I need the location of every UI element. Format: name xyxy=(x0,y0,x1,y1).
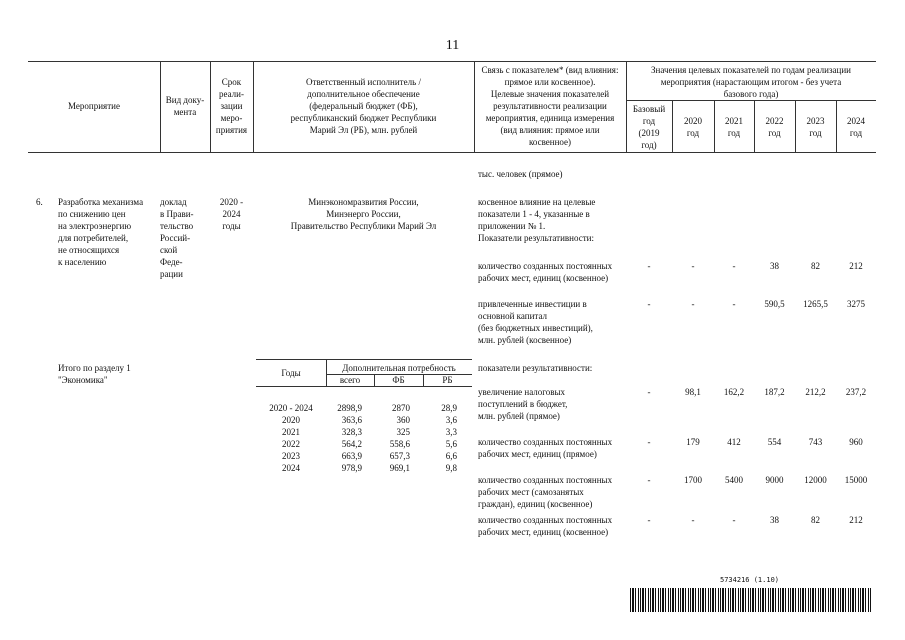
total-indicator-2-label: количество созданных постоянных рабочих мест, единиц (прямое) xyxy=(478,437,613,459)
funding-row-all: 978,9 xyxy=(341,463,362,473)
row6-ind1-2023: 82 xyxy=(811,261,820,271)
funding-col-fb: ФБ xyxy=(392,375,405,385)
funding-row-fb: 657,3 xyxy=(389,451,410,461)
header-responsible: Ответственный исполнитель / дополнительное обеспечение (федеральный бюджет (ФБ), республиканский бюджет Республики Марий Эл (РБ), млн. рублей xyxy=(290,77,437,135)
funding-row-fb: 969,1 xyxy=(389,463,410,473)
funding-col-years: Годы xyxy=(281,368,301,378)
row6-indicator-2-label: привлеченные инвестиции в основной капитал (без бюджетных инвестиций), млн. рублей (косвенное) xyxy=(478,299,593,345)
row6-ind2-base: - xyxy=(647,299,651,309)
total-indicator-1-label: увеличение налоговых поступлений в бюджет, млн. рублей (прямое) xyxy=(478,387,568,421)
total-indicator-4-label: количество созданных постоянных рабочих мест, единиц (косвенное) xyxy=(478,515,613,537)
funding-row-rb: 6,6 xyxy=(445,451,457,461)
funding-row-year: 2021 xyxy=(282,427,300,437)
barcode-number: 5734216 (1.10) xyxy=(720,576,780,584)
funding-row-all: 363,6 xyxy=(341,415,362,425)
total-ind2-base: - xyxy=(647,437,651,447)
funding-row-rb: 9,8 xyxy=(445,463,457,473)
funding-row-rb: 3,6 xyxy=(445,415,457,425)
total-link-intro: показатели результативности: xyxy=(478,363,593,373)
funding-row-year: 2020 - 2024 xyxy=(269,403,313,413)
row6-doc-type: доклад в Прави- тельство Россий- ской Феде- рации xyxy=(160,197,194,279)
total-ind4-2024: 212 xyxy=(849,515,863,525)
total-ind1-2022: 187,2 xyxy=(764,387,785,397)
row6-term: 2020 - 2024 годы xyxy=(219,197,244,231)
row6-indicator-1-label: количество созданных постоянных рабочих мест, единиц (косвенное) xyxy=(478,261,613,283)
total-ind3-2021: 5400 xyxy=(725,475,743,485)
total-ind4-2020: - xyxy=(691,515,695,525)
funding-row-all: 663,9 xyxy=(341,451,362,461)
total-ind3-2022: 9000 xyxy=(765,475,784,485)
row6-ind1-2024: 212 xyxy=(849,261,863,271)
funding-row-year: 2022 xyxy=(282,439,300,449)
row6-ind2-2022: 590,5 xyxy=(764,299,785,309)
row6-number: 6. xyxy=(36,197,43,207)
total-title: Итого по разделу 1 "Экономика" xyxy=(58,363,131,385)
total-ind2-2024: 960 xyxy=(849,437,863,447)
values-subheader-border xyxy=(626,100,876,101)
row6-ind2-2020: - xyxy=(691,299,695,309)
funding-row-year: 2023 xyxy=(282,451,300,461)
row6-ind1-2022: 38 xyxy=(770,261,779,271)
header-year-2020: 2020 год xyxy=(684,116,702,138)
row6-ind2-2023: 1265,5 xyxy=(803,299,828,309)
total-ind3-2023: 12000 xyxy=(804,475,827,485)
funding-row-fb: 558,6 xyxy=(389,439,410,449)
funding-row-fb: 360 xyxy=(396,415,410,425)
funding-col-all: всего xyxy=(339,375,361,385)
total-ind2-2023: 743 xyxy=(808,437,823,447)
total-ind1-base: - xyxy=(647,387,651,397)
row6-ind1-2020: - xyxy=(691,261,695,271)
total-ind1-2020: 98,1 xyxy=(685,387,701,397)
total-ind1-2024: 237,2 xyxy=(845,387,867,397)
table-top-border xyxy=(28,61,876,62)
total-ind4-2021: - xyxy=(732,515,736,525)
header-values-group: Значения целевых показателей по годам реализации мероприятия (нарастающим итогом - без учета базового года) xyxy=(651,65,851,99)
row6-ind1-2021: - xyxy=(732,261,736,271)
total-ind3-base: - xyxy=(647,475,651,485)
header-year-2022: 2022 год xyxy=(765,116,784,138)
total-ind2-2021: 412 xyxy=(727,437,741,447)
funding-row-all: 2898,9 xyxy=(337,403,362,413)
header-year-2024: 2024 год xyxy=(847,116,865,138)
total-ind1-2021: 162,2 xyxy=(723,387,745,397)
row6-ind2-2021: - xyxy=(732,299,736,309)
top-note: тыс. человек (прямое) xyxy=(478,169,563,179)
total-ind4-2022: 38 xyxy=(770,515,779,525)
funding-row-all: 564,2 xyxy=(341,439,362,449)
row6-responsible: Минэкономразвития России, Минэнерго России, Правительство Республики Марий Эл xyxy=(290,197,437,231)
total-ind1-2023: 212,2 xyxy=(805,387,826,397)
header-indicator-link: Связь с показателем* (вид влияния: прямое или косвенное). Целевые значения показателей результативности реализации мероприятия, единица измерения (вид влияния: прямое или косвенное) xyxy=(481,65,619,147)
funding-row-year: 2020 xyxy=(282,415,300,425)
funding-col-rb: РБ xyxy=(442,375,453,385)
barcode-image xyxy=(630,588,872,612)
header-bottom-border xyxy=(28,152,876,153)
total-ind4-base: - xyxy=(647,515,651,525)
funding-row-rb: 5,6 xyxy=(445,439,457,449)
funding-col-need: Дополнительная потребность xyxy=(342,363,456,373)
row6-link-intro: косвенное влияние на целевые показатели 1 - 4, указанные в приложении № 1. Показатели результативности: xyxy=(478,197,596,243)
funding-row-year: 2024 xyxy=(282,463,300,473)
funding-row-fb: 325 xyxy=(396,427,410,437)
header-doc-type: Вид доку- мента xyxy=(165,95,205,117)
header-year-2021: 2021 год xyxy=(725,116,743,138)
row6-ind1-base: - xyxy=(647,261,651,271)
page-number: 11 xyxy=(445,38,460,53)
funding-row-rb: 28,9 xyxy=(441,403,457,413)
row6-event: Разработка механизма по снижению цен на электроэнергию для потребителей, не относящихся к населению xyxy=(58,197,144,267)
row6-ind2-2024: 3275 xyxy=(847,299,865,309)
total-ind2-2020: 179 xyxy=(686,437,700,447)
funding-row-fb: 2870 xyxy=(392,403,410,413)
header-year-2023: 2023 год xyxy=(806,116,825,138)
header-event: Мероприятие xyxy=(68,101,120,111)
total-ind3-2024: 15000 xyxy=(844,475,868,485)
total-ind3-2020: 1700 xyxy=(684,475,702,485)
header-term: Срок реали- зации меро- приятия xyxy=(215,77,248,135)
funding-row-all: 328,3 xyxy=(341,427,362,437)
total-indicator-3-label: количество созданных постоянных рабочих мест (самозанятых граждан), единиц (косвенное) xyxy=(478,475,613,509)
total-ind2-2022: 554 xyxy=(767,437,782,447)
funding-row-rb: 3,3 xyxy=(445,427,457,437)
total-ind4-2023: 82 xyxy=(811,515,820,525)
header-base-year: Базовый год (2019 год) xyxy=(632,104,666,150)
